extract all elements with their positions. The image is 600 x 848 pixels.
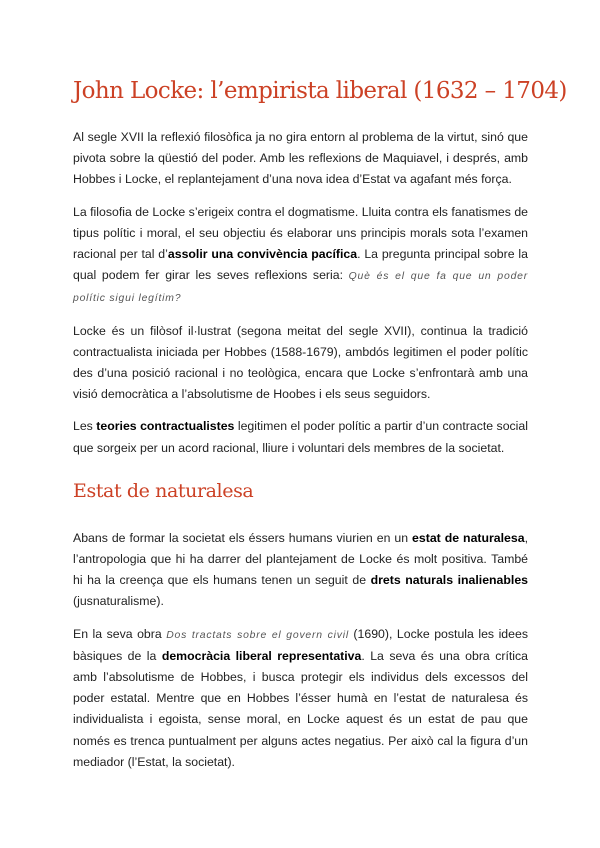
- paragraph-contractualist: [73, 416, 528, 458]
- text-span: Les: [73, 419, 97, 434]
- section-heading-estat-naturalesa: Estat de naturalesa: [73, 479, 254, 502]
- page-title: John Locke: l’empirista liberal (1632 – 1704): [73, 78, 567, 104]
- text-span: . La pregunta principal sobre la qual podem fer girar les seves reflexions seria:: [73, 247, 528, 283]
- text-span: , l’antropologia que hi ha darrer del plantejament de Locke és molt positiva. També hi ha la creença que els humans tenen un seguit de: [73, 530, 528, 588]
- bold-term-democracia: democràcia liberal representativa: [161, 648, 362, 663]
- bold-term-estat: estat de naturalesa: [412, 530, 525, 545]
- text-span: . La seva és una obra crítica amb l’absolutisme de Hobbes, i busca protegir els individus dels excessos del poder estatal. Mentre que en Hobbes l’ésser humà en l’estat de naturalesa és individualista i egoista, sense moral, en Locke aquest és un estat de pau que només es trenca puntualment per alguns actes negatius. Per això cal la figura d’un mediador (l’Estat, la societat).: [73, 648, 529, 769]
- bold-term-convivencia: assolir una convivència pacífica: [167, 247, 358, 262]
- text-span: (1690), Locke postula les idees bàsiques de la: [73, 626, 528, 663]
- paragraph-dos-tractats: [73, 624, 528, 773]
- bold-term-drets: drets naturals inalienables: [370, 573, 529, 588]
- text-span: La filosofia de Locke s’erigeix contra el dogmatisme. Lluita contra els fanatismes de tipus polític i moral, el seu objectiu és elaborar uns principis morals sota l’examen racional per tal d’: [73, 204, 528, 262]
- paragraph-estat-naturalesa: [73, 528, 528, 613]
- bold-term-teories: teories contractualistes: [96, 419, 235, 434]
- paragraph-illustrat: Locke és un filòsof il·lustrat (segona meitat del segle XVII), continua la tradició contractualista iniciada per Hobbes (1588-1679), ambdós legitimen el poder polític des d’una posició racional i no teològica, encara que Locke s’enfrontarà amb una visió democràtica a l’absolutisme de Hoobes i els seus seguidors.: [73, 323, 528, 402]
- key-question: Què és el que fa que un poder polític sigui legítim?: [73, 271, 528, 305]
- text-span: (jusnaturalisme).: [73, 594, 164, 609]
- text-span: legitimen el poder polític a partir d’un contracte social que sorgeix per un acord racional, lliure i voluntari dels membres de la societat.: [73, 419, 528, 455]
- work-title: Dos tractats sobre el govern civil: [166, 629, 349, 641]
- text-span: Abans de formar la societat els éssers humans viurien en un: [73, 530, 413, 545]
- text-span: En la seva obra: [73, 626, 167, 641]
- paragraph-intro: Al segle XVII la reflexió filosòfica ja no gira entorn al problema de la virtut, sinó que pivota sobre la qüestió del poder. Amb les reflexions de Maquiavel, i després, amb Hobbes i Locke, el replantejament d’una nova idea d’Estat va agafant més força.: [73, 130, 528, 187]
- paragraph-locke-philosophy: [73, 202, 528, 310]
